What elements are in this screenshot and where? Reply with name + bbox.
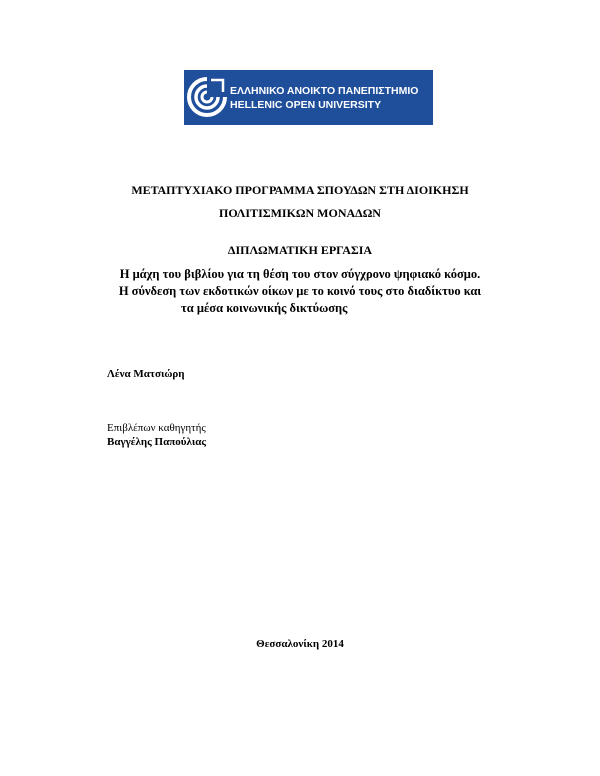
place-and-year: Θεσσαλονίκη 2014 xyxy=(256,638,344,650)
thesis-title-line-2: Η σύνδεση των εκδοτικών οίκων με το κοινό τους στο διαδίκτυο και xyxy=(118,284,482,298)
university-logo xyxy=(184,70,433,125)
program-title-line-2: ΠΟΛΙΤΙΣΜΙΚΩΝ ΜΟΝΑΔΩΝ xyxy=(219,206,381,220)
university-emblem-icon xyxy=(184,70,228,125)
university-name-english: HELLENIC OPEN UNIVERSITY xyxy=(230,98,382,111)
university-name-greek: ΕΛΛΗΝΙΚΟ ΑΝΟΙΚΤΟ ΠΑΝΕΠΙΣΤΗΜΙΟ xyxy=(230,84,419,97)
thesis-type: ΔΙΠΛΩΜΑΤΙΚΗ ΕΡΓΑΣΙΑ xyxy=(227,243,373,257)
author-name: Λένα Ματσιώρη xyxy=(107,368,185,380)
supervisor-name: Βαγγέλης Παπούλιας xyxy=(107,436,207,448)
thesis-title-line-1: Η μάχη του βιβλίου για τη θέση του στον σύγχρονο ψηφιακό κόσμο. xyxy=(119,267,481,281)
supervisor-label: Επιβλέπων καθηγητής xyxy=(107,422,206,434)
program-title-line-1: ΜΕΤΑΠΤΥΧΙΑΚΟ ΠΡΟΓΡΑΜΜΑ ΣΠΟΥΔΩΝ ΣΤΗ ΔΙΟΙΚΗΣΗ xyxy=(131,183,469,197)
thesis-title-line-3: τα μέσα κοινωνικής δικτύωσης xyxy=(181,301,348,315)
university-name xyxy=(230,84,418,112)
